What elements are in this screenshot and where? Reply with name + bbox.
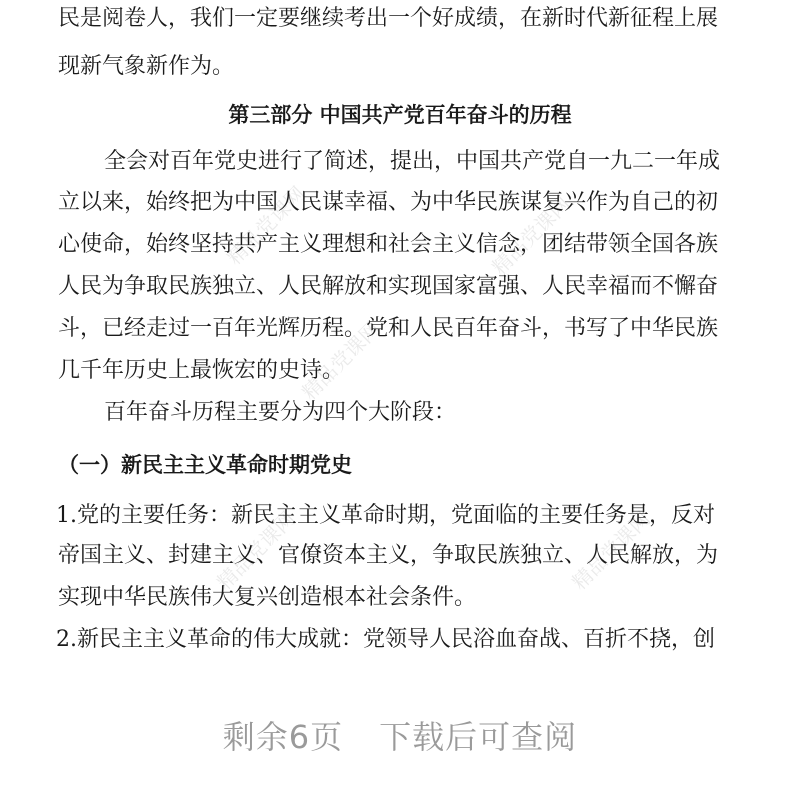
watermark: 精品党课网: [567, 506, 655, 595]
list-item: 1.党的主要任务：新民主主义革命时期，党面临的主要任务是，反对: [56, 503, 715, 528]
watermark: 精品党课网: [222, 181, 310, 270]
section-heading: 第三部分 中国共产党百年奋斗的历程: [228, 103, 572, 127]
download-to-view-label: 下载后可查阅: [379, 718, 578, 756]
paragraph-line: 斗，已经走过一百年光辉历程。党和人民百年奋斗，书写了中华民族: [58, 316, 719, 341]
paragraph-line: 全会对百年党史进行了简述，提出，中国共产党自一九二一年成: [104, 149, 721, 174]
watermark: 精品党课网: [297, 316, 385, 405]
paragraph-line: 现新气象新作为。: [58, 54, 235, 79]
paragraph-line: 几千年历史上最恢宏的史诗。: [58, 358, 345, 383]
watermark: 精品党课网: [487, 191, 575, 280]
remaining-pages-label: 剩余6页: [222, 718, 344, 756]
subsection-heading: （一）新民主主义革命时期党史: [58, 453, 352, 477]
download-prompt[interactable]: [0, 712, 800, 758]
paragraph-line: 帝国主义、封建主义、官僚资本主义，争取民族独立、人民解放，为: [58, 543, 719, 568]
paragraph-line: 百年奋斗历程主要分为四个大阶段：: [104, 400, 457, 425]
list-item: 2.新民主主义革命的伟大成就：党领导人民浴血奋战、百折不挠，创: [56, 627, 715, 652]
paragraph-line: 心使命，始终坚持共产主义理想和社会主义信念，团结带领全国各族: [58, 232, 719, 257]
paragraph-line: 实现中华民族伟大复兴创造根本社会条件。: [58, 585, 477, 610]
paragraph-line: 人民为争取民族独立、人民解放和实现国家富强、人民幸福而不懈奋: [58, 274, 719, 299]
watermark: 精品党课网: [212, 506, 300, 595]
paragraph-line: 立以来，始终把为中国人民谋幸福、为中华民族谋复兴作为自己的初: [58, 190, 719, 215]
paragraph-line: 民是阅卷人，我们一定要继续考出一个好成绩，在新时代新征程上展: [58, 6, 719, 31]
